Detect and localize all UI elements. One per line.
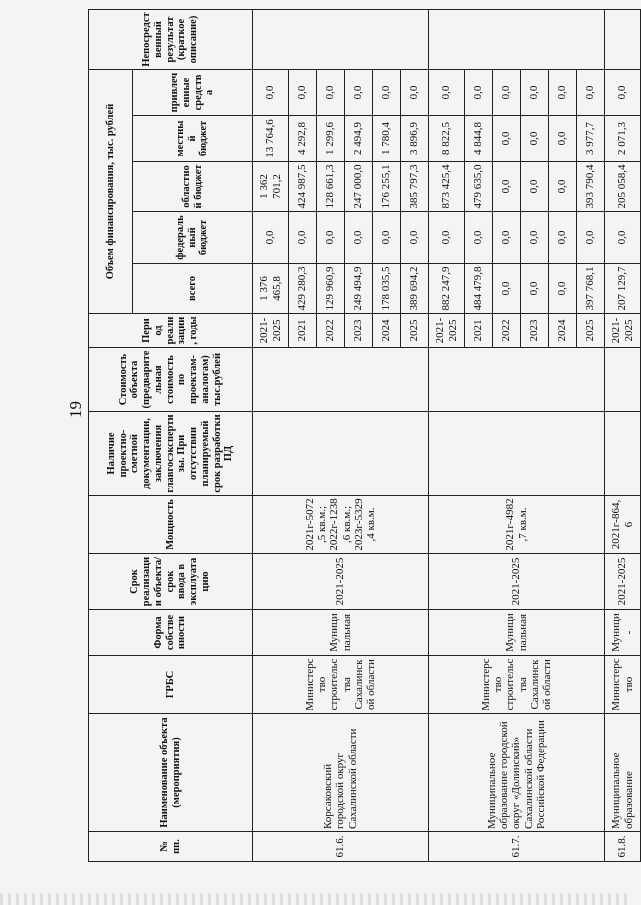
funding-federal: 0,0 [289, 212, 317, 264]
funding-federal: 0,0 [373, 212, 401, 264]
funding-total: 249 494,9 [345, 264, 373, 314]
object-deadline: 2021-2025 [605, 554, 641, 610]
funding-period: 2021 [465, 314, 493, 348]
funding-period: 2025 [401, 314, 429, 348]
funding-period: 2021 [289, 314, 317, 348]
rotated-page [88, 12, 635, 862]
funding-other: 0,0 [577, 70, 605, 116]
object-ownership: Муници- [605, 610, 641, 656]
funding-other: 0,0 [345, 70, 373, 116]
header-result: Непосредственный результат (краткое описание) [89, 10, 253, 70]
funding-federal: 0,0 [605, 212, 641, 264]
funding-regional: 393 790,4 [577, 162, 605, 212]
object-name: Корсаковский городской округ Сахалинской области [253, 714, 429, 832]
funding-other: 0,0 [429, 70, 465, 116]
funding-federal: 0,0 [401, 212, 429, 264]
funding-period: 2023 [521, 314, 549, 348]
funding-federal: 0,0 [253, 212, 289, 264]
funding-regional: 424 987,5 [289, 162, 317, 212]
funding-table [88, 9, 641, 862]
funding-total: 207 129,7 [605, 264, 641, 314]
funding-total: 397 768,1 [577, 264, 605, 314]
funding-period: 2025 [577, 314, 605, 348]
header-ownership: Форма собственности [89, 610, 253, 656]
funding-local: 0,0 [493, 116, 521, 162]
funding-other: 0,0 [549, 70, 577, 116]
object-cost [429, 348, 605, 412]
object-capacity: 2021г-864,6 [605, 496, 641, 554]
header-capacity: Мощность [89, 496, 253, 554]
table-row [605, 10, 641, 862]
object-capacity: 2021г-4982,7 кв.м. [429, 496, 605, 554]
header-project-doc: Наличие проектно-сметной документации, заключения главгосэкспертизы. При отсутствии планируемый срок разработки ПД [89, 412, 253, 496]
table-header [89, 10, 253, 862]
funding-total: 1 376 465,8 [253, 264, 289, 314]
header-federal: федеральный бюджет [133, 212, 253, 264]
object-result [605, 10, 641, 70]
funding-regional: 205 058,4 [605, 162, 641, 212]
object-grbs: Министерство строительства Сахалинской области [253, 656, 429, 714]
funding-regional: 385 797,3 [401, 162, 429, 212]
funding-regional: 0,0 [521, 162, 549, 212]
funding-total: 429 280,3 [289, 264, 317, 314]
table-row [429, 10, 465, 862]
object-project-doc [605, 412, 641, 496]
funding-total: 129 960,9 [317, 264, 345, 314]
funding-federal: 0,0 [549, 212, 577, 264]
funding-regional: 247 000,0 [345, 162, 373, 212]
funding-local: 3 896,9 [401, 116, 429, 162]
funding-regional: 1 362 701,2 [253, 162, 289, 212]
scan-edge [0, 893, 632, 905]
object-result [429, 10, 605, 70]
funding-period: 2021-2025 [253, 314, 289, 348]
funding-local: 1 299,6 [317, 116, 345, 162]
funding-local: 0,0 [549, 116, 577, 162]
funding-regional: 873 425,4 [429, 162, 465, 212]
funding-total: 882 247,9 [429, 264, 465, 314]
funding-federal: 0,0 [317, 212, 345, 264]
funding-other: 0,0 [605, 70, 641, 116]
object-grbs: Министерство строительства Сахалинской области [429, 656, 605, 714]
header-regional: областной бюджет [133, 162, 253, 212]
object-number: 61.8. [605, 832, 641, 862]
object-number: 61.7. [429, 832, 605, 862]
header-local: местный бюджет [133, 116, 253, 162]
funding-other: 0,0 [253, 70, 289, 116]
object-ownership: Муниципальная [429, 610, 605, 656]
funding-period: 2023 [345, 314, 373, 348]
funding-period: 2021-2025 [429, 314, 465, 348]
funding-local: 4 292,8 [289, 116, 317, 162]
funding-federal: 0,0 [429, 212, 465, 264]
funding-other: 0,0 [317, 70, 345, 116]
header-other: привлеченные средства [133, 70, 253, 116]
object-project-doc [253, 412, 429, 496]
object-number: 61.6. [253, 832, 429, 862]
funding-regional: 0,0 [549, 162, 577, 212]
header-cost: Стоимость объекта (предварительная стоимость по проектам-аналогам) тыс.рублей [89, 348, 253, 412]
header-funding-group: Объем финансирования, тыс. рублей [89, 70, 133, 314]
table-row [253, 10, 289, 862]
funding-local: 1 780,4 [373, 116, 401, 162]
object-grbs: Министерство [605, 656, 641, 714]
funding-federal: 0,0 [465, 212, 493, 264]
page-number: 19 [66, 401, 85, 418]
funding-regional: 479 635,0 [465, 162, 493, 212]
funding-other: 0,0 [465, 70, 493, 116]
funding-total: 0,0 [521, 264, 549, 314]
funding-federal: 0,0 [521, 212, 549, 264]
funding-federal: 0,0 [345, 212, 373, 264]
header-total: всего [133, 264, 253, 314]
funding-total: 0,0 [493, 264, 521, 314]
funding-other: 0,0 [401, 70, 429, 116]
object-capacity: 2021г-5072,5 кв.м.; 2022г-1238,6 кв.м.; 2023г-5329,4 кв.м. [253, 496, 429, 554]
funding-local: 2 494,9 [345, 116, 373, 162]
table-body [253, 10, 641, 862]
funding-total: 0,0 [549, 264, 577, 314]
object-project-doc [429, 412, 605, 496]
funding-period: 2024 [549, 314, 577, 348]
object-ownership: Муниципальная [253, 610, 429, 656]
funding-other: 0,0 [289, 70, 317, 116]
funding-regional: 128 661,3 [317, 162, 345, 212]
funding-other: 0,0 [373, 70, 401, 116]
object-result [253, 10, 429, 70]
funding-total: 389 694,2 [401, 264, 429, 314]
object-deadline: 2021-2025 [253, 554, 429, 610]
object-cost [605, 348, 641, 412]
funding-total: 484 479,8 [465, 264, 493, 314]
funding-local: 2 071,3 [605, 116, 641, 162]
funding-period: 2021-2025 [605, 314, 641, 348]
funding-local: 8 822,5 [429, 116, 465, 162]
funding-local: 4 844,8 [465, 116, 493, 162]
funding-period: 2022 [317, 314, 345, 348]
funding-federal: 0,0 [577, 212, 605, 264]
funding-local: 3 977,7 [577, 116, 605, 162]
header-num: № пп. [89, 832, 253, 862]
header-deadline: Срок реализации объекта/срок ввода в эксплуатацию [89, 554, 253, 610]
funding-regional: 0,0 [493, 162, 521, 212]
funding-period: 2022 [493, 314, 521, 348]
object-deadline: 2021-2025 [429, 554, 605, 610]
object-name: Муниципальное образование [605, 714, 641, 832]
funding-total: 178 035,5 [373, 264, 401, 314]
header-period: Период реализации, годы [89, 314, 253, 348]
funding-other: 0,0 [493, 70, 521, 116]
funding-local: 0,0 [521, 116, 549, 162]
header-name: Наименование объекта (мероприятия) [89, 714, 253, 832]
funding-period: 2024 [373, 314, 401, 348]
funding-local: 13 764,6 [253, 116, 289, 162]
funding-other: 0,0 [521, 70, 549, 116]
funding-federal: 0,0 [493, 212, 521, 264]
funding-regional: 176 255,1 [373, 162, 401, 212]
object-name: Муниципальное образование городской округ «Долинский» Сахалинской области Российской Федерации [429, 714, 605, 832]
header-grbs: ГРБС [89, 656, 253, 714]
object-cost [253, 348, 429, 412]
